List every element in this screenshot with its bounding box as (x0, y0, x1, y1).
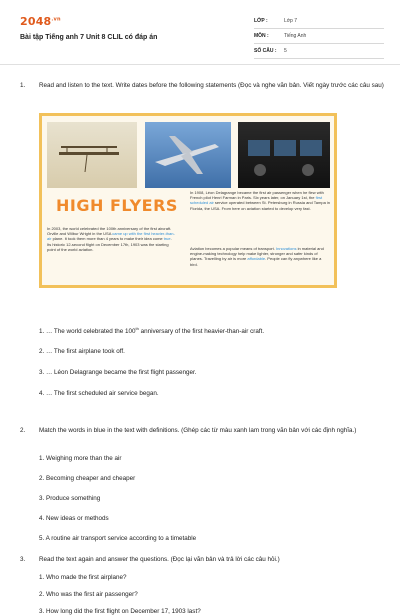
question-number: 2. (20, 427, 26, 434)
site-logo[interactable]: $2048^{.vn}$ (20, 15, 61, 28)
passage-text: . Its historic 12-second flight on December 17th, 1903 was the starting point of the world aviation. (47, 236, 172, 252)
high-flyers-heading: HIGH FLYERS (56, 196, 178, 215)
passage-right-2 (190, 246, 330, 267)
cockpit-photo (238, 122, 330, 188)
passage-text: . People can fly anywhere like a bird. (190, 256, 322, 267)
q3-question-1: 1. Who made the first airplane? (39, 574, 127, 581)
q1-statement-4: 4. … The first scheduled air service began. (39, 390, 159, 397)
passage-text: In 1908, Léon Delagrange became the first air passenger when he flew with French pilot Henri Farman in Paris. Six years later, on January 1st, the (190, 190, 324, 201)
meta-table (254, 14, 384, 59)
passage-text: plane. It took them more than 4 years to make their idea come (51, 236, 164, 242)
header-divider (0, 64, 400, 65)
old-airplane-photo (47, 122, 137, 188)
passage-text: in material and engine-making technology help make lighter, stronger and safer kinds of planes. Travelling by air is more (190, 246, 324, 262)
question-number: 3. (20, 556, 26, 563)
passage-right-1 (190, 190, 330, 211)
passage-text: Aviation becomes a popular means of transport. (190, 246, 276, 251)
meta-row-count: SỐ CÂU : 5 (254, 44, 384, 59)
q1-statement-1: 1. … The world celebrated the 100th anniversary of the first heavier-than-air craft. (39, 326, 265, 336)
blue-keyword: Innovations (275, 246, 297, 251)
passage-text: service operated between St. Petersburg in Russia and Tampa in Florida, the USA. From here on aviation started to develop very fast. (190, 200, 331, 211)
question-text: Read the text again and answer the questions. (Đọc lại văn bản và trả lời các câu hỏi.) (39, 556, 280, 563)
page-title: Bài tập Tiếng anh 7 Unit 8 CLIL có đáp án (20, 34, 158, 41)
q2-definition-5: 5. A routine air transport service according to a timetable (39, 535, 197, 542)
blue-keyword: true (163, 236, 171, 242)
meta-row-subject: MÔN : Tiếng Anh (254, 29, 384, 44)
question-text: Match the words in blue in the text with definitions. (Ghép các từ màu xanh lam trong văn bản với các định nghĩa.) (39, 427, 357, 434)
blue-keyword: first scheduled air (190, 195, 323, 206)
passage-left (47, 226, 175, 252)
q3-question-3: 3. How long did the first flight on December 17, 1903 last? (39, 608, 201, 615)
q2-definition-2: 2. Becoming cheaper and cheaper (39, 475, 136, 482)
q3-question-2: 2. Who was the first air passenger? (39, 591, 138, 598)
blue-keyword: came up with the first heavier-than-air (47, 231, 175, 242)
q2-definition-4: 4. New ideas or methods (39, 515, 109, 522)
reading-figure (39, 113, 337, 288)
meta-row-class: LỚP : Lớp 7 (254, 14, 384, 29)
page-header (0, 0, 400, 62)
question-number: 1. (20, 82, 26, 89)
jet-airplane-photo (145, 122, 231, 188)
passage-text: In 2003, the world celebrated the 100th anniversary of the first aircraft. Orville and Wilbur Wright in the USA (47, 226, 172, 237)
q1-statement-2: 2. … The first airplane took off. (39, 348, 125, 355)
q2-definition-3: 3. Produce something (39, 495, 101, 502)
question-text: Read and listen to the text. Write dates before the following statements (Đọc và nghe văn bản. Viết ngày trước các câu sau) (39, 82, 384, 89)
q1-statement-3: 3. … Léon Delagrange became the first flight passenger. (39, 369, 197, 376)
q2-definition-1: 1. Weighing more than the air (39, 455, 122, 462)
blue-keyword: affordable (247, 256, 266, 262)
